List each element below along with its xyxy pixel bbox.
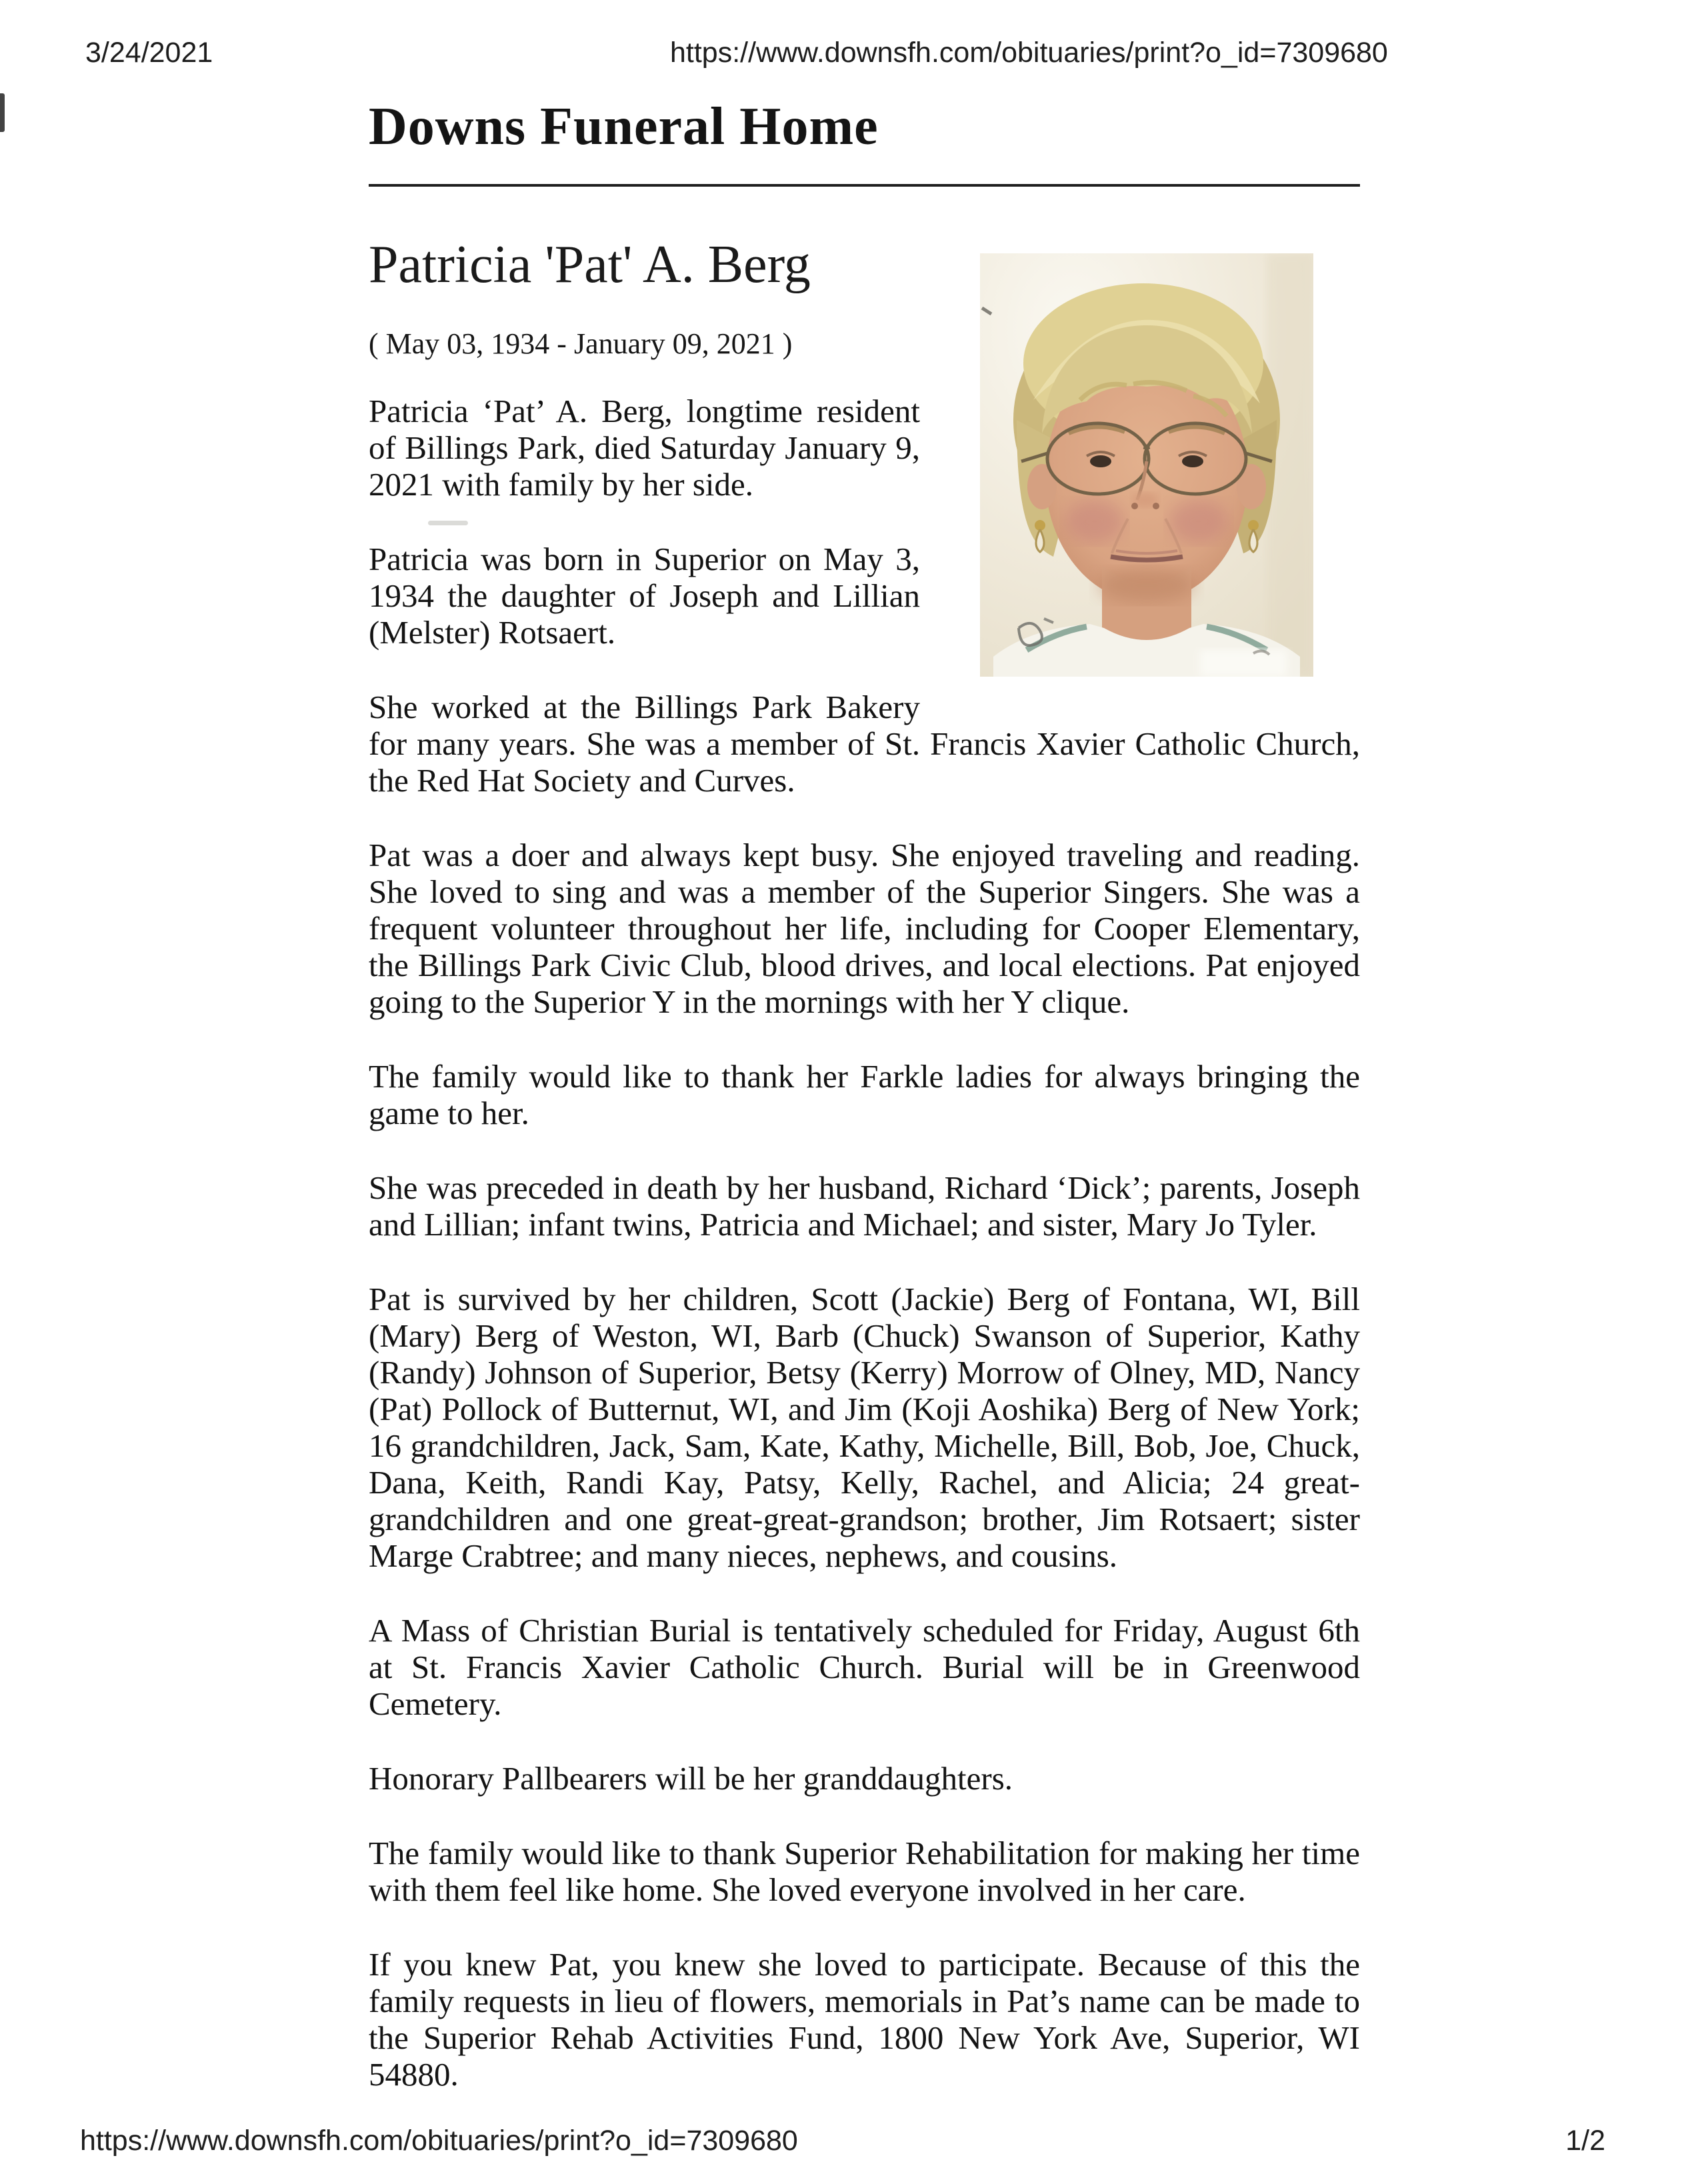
page-indicator: 1/2 <box>1565 2125 1605 2157</box>
obituary-name: Patricia 'Pat' A. Berg <box>369 235 811 294</box>
obituary-paragraph: Pat is survived by her children, Scott (Jackie) Berg of Fontana, WI, Bill (Mary) Berg of Weston, WI, Barb (Chuck) Swanson of Superior, Kathy (Randy) Johnson of Superior, Betsy (Kerry) Morrow of Olney, MD, Nancy (Pat) Pollock of Butternut, WI, and Jim (Koji Aoshika) Berg of New York; 16 grandchildren, Jack, Sam, Kate, Kathy, Michelle, Bill, Bob, Joe, Chuck, Dana, Keith, Randi Kay, Patsy, Kelly, Rachel, and Alicia; 24 great-grandchildren and one great-great-grandson; brother, Jim Rotsaert; sister Marge Crabtree; and many nieces, nephews, and cousins. <box>369 1281 1360 1574</box>
obituary-paragraph: If you knew Pat, you knew she loved to participate. Because of this the family requests in lieu of flowers, memorials in Pat’s name can be made to the Superior Rehab Activities Fund, 1800 New York Ave, Superior, WI 54880. <box>369 1946 1360 2093</box>
obituary-paragraph: Patricia was born in Superior on May 3, 1934 the daughter of Joseph and Lillian (Melster) Rotsaert. <box>369 541 920 651</box>
print-header-url: https://www.downsfh.com/obituaries/print?o_id=7309680 <box>670 37 1388 69</box>
obituary-paragraph: A Mass of Christian Burial is tentatively scheduled for Friday, August 6th at St. Francis Xavier Catholic Church. Burial will be in Greenwood Cemetery. <box>369 1612 1360 1722</box>
obituary-document <box>369 97 1360 2093</box>
obituary-paragraph: The family would like to thank her Farkle ladies for always bringing the game to her. <box>369 1058 1360 1131</box>
obituary-paragraph: Patricia ‘Pat’ A. Berg, longtime resident of Billings Park, died Saturday January 9, 2021 with family by her side. <box>369 393 920 503</box>
print-footer-url: https://www.downsfh.com/obituaries/print?o_id=7309680 <box>80 2125 798 2157</box>
print-header-date: 3/24/2021 <box>85 37 213 69</box>
obituary-dates: ( May 03, 1934 - January 09, 2021 ) <box>369 327 793 360</box>
obituary-paragraph: She worked at the Billings Park Bakery for many years. She was a member of St. Francis Xavier Catholic Church, the Red Hat Society and Curves. <box>369 689 1360 799</box>
obituary-paragraph: The family would like to thank Superior Rehabilitation for making her time with them feel like home. She loved everyone involved in her care. <box>369 1835 1360 1908</box>
funeral-home-title: Downs Funeral Home <box>369 97 879 156</box>
portrait-photo <box>980 253 1313 677</box>
header-divider <box>369 184 1360 187</box>
obituary-paragraph: Honorary Pallbearers will be her granddaughters. <box>369 1760 1013 1797</box>
portrait-photo-illustration <box>980 253 1313 677</box>
obituary-paragraph: Pat was a doer and always kept busy. She enjoyed traveling and reading. She loved to sing and was a member of the Superior Singers. She was a frequent volunteer throughout her life, including for Cooper Elementary, the Billings Park Civic Club, blood drives, and local elections. Pat enjoyed going to the Superior Y in the mornings with her Y clique. <box>369 837 1360 1020</box>
scan-artifact <box>0 93 5 132</box>
obituary-paragraph: She was preceded in death by her husband, Richard ‘Dick’; parents, Joseph and Lillian; infant twins, Patricia and Michael; and sister, Mary Jo Tyler. <box>369 1169 1360 1243</box>
